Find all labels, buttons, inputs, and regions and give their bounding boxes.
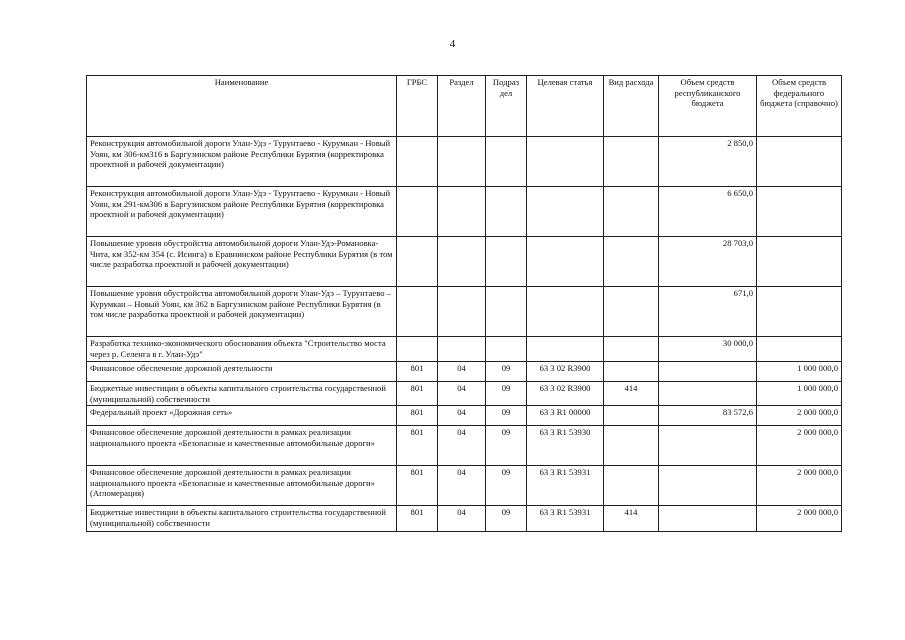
cell-target-article <box>527 237 604 287</box>
cell-grbs: 801 <box>397 466 438 506</box>
budget-table <box>86 75 842 532</box>
cell-section: 04 <box>438 426 486 466</box>
cell-expense-type <box>604 426 659 466</box>
table-row <box>87 287 842 337</box>
cell-name: Финансовое обеспечение дорожной деятельности <box>87 362 397 382</box>
cell-section <box>438 187 486 237</box>
cell-subsection: 09 <box>486 362 527 382</box>
cell-republic-amount <box>659 506 757 532</box>
column-header-section: Раздел <box>438 76 486 137</box>
cell-name: Федеральный проект «Дорожная сеть» <box>87 406 397 426</box>
cell-republic-amount <box>659 426 757 466</box>
cell-target-article: 63 3 02 R3900 <box>527 382 604 406</box>
cell-subsection: 09 <box>486 466 527 506</box>
cell-grbs <box>397 287 438 337</box>
cell-republic-amount: 28 703,0 <box>659 237 757 287</box>
table-row <box>87 362 842 382</box>
cell-grbs: 801 <box>397 382 438 406</box>
cell-section: 04 <box>438 466 486 506</box>
cell-name: Бюджетные инвестиции в объекты капитального строительства государственной (муниципальной) собственности <box>87 382 397 406</box>
cell-target-article <box>527 187 604 237</box>
cell-grbs: 801 <box>397 506 438 532</box>
column-header-federal-budget: Объем средств федерального бюджета (справочно) <box>757 76 842 137</box>
cell-subsection <box>486 187 527 237</box>
page-number: 4 <box>449 38 456 50</box>
cell-section <box>438 287 486 337</box>
table-row <box>87 187 842 237</box>
table-row <box>87 426 842 466</box>
cell-grbs <box>397 187 438 237</box>
cell-federal-amount: 2 000 000,0 <box>757 506 842 532</box>
cell-section <box>438 337 486 362</box>
cell-grbs <box>397 137 438 187</box>
cell-name: Повышение уровня обустройства автомобильной дороги Улан-Удэ-Романовка-Чита, км 352-км 354 (с. Исинга) в Еравнинском районе Республики Бурятия (в том числе разработка проектной и рабочей документации) <box>87 237 397 287</box>
cell-target-article: 63 3 R1 53931 <box>527 506 604 532</box>
cell-subsection <box>486 287 527 337</box>
column-header-expense-type: Вид расхода <box>604 76 659 137</box>
cell-federal-amount <box>757 187 842 237</box>
cell-expense-type <box>604 362 659 382</box>
cell-subsection: 09 <box>486 426 527 466</box>
cell-expense-type: 414 <box>604 506 659 532</box>
cell-subsection <box>486 237 527 287</box>
cell-republic-amount <box>659 466 757 506</box>
cell-republic-amount: 83 572,6 <box>659 406 757 426</box>
cell-target-article: 63 3 R1 53930 <box>527 426 604 466</box>
cell-grbs <box>397 237 438 287</box>
cell-expense-type <box>604 466 659 506</box>
column-header-grbs: ГРБС <box>397 76 438 137</box>
cell-target-article <box>527 287 604 337</box>
cell-name: Реконструкция автомобильной дороги Улан-Удэ - Турунтаево - Курумкан - Новый Уоян, км 306-км316 в Баргузинском районе Республики Бурятия (корректировка проектной и рабочей документации) <box>87 137 397 187</box>
cell-target-article: 63 3 R1 00000 <box>527 406 604 426</box>
table-row <box>87 337 842 362</box>
cell-name: Бюджетные инвестиции в объекты капитального строительства государственной (муниципальной) собственности <box>87 506 397 532</box>
cell-federal-amount <box>757 137 842 187</box>
cell-section <box>438 137 486 187</box>
cell-subsection: 09 <box>486 382 527 406</box>
cell-grbs <box>397 337 438 362</box>
cell-federal-amount: 1 000 000,0 <box>757 362 842 382</box>
header-row <box>87 76 842 137</box>
cell-name: Финансовое обеспечение дорожной деятельности в рамках реализации национального проекта «Безопасные и качественные автомобильные дороги» (Агломерация) <box>87 466 397 506</box>
cell-federal-amount <box>757 287 842 337</box>
cell-target-article: 63 3 02 R3900 <box>527 362 604 382</box>
cell-republic-amount <box>659 362 757 382</box>
cell-republic-amount: 6 650,0 <box>659 187 757 237</box>
cell-federal-amount: 2 000 000,0 <box>757 426 842 466</box>
cell-name: Разработка технико-экономического обоснования объекта "Строительство моста через р. Селенга в г. Улан-Удэ" <box>87 337 397 362</box>
cell-section: 04 <box>438 362 486 382</box>
cell-target-article: 63 3 R1 53931 <box>527 466 604 506</box>
cell-subsection: 09 <box>486 406 527 426</box>
cell-section <box>438 237 486 287</box>
cell-federal-amount: 2 000 000,0 <box>757 406 842 426</box>
cell-name: Реконструкция автомобильной дороги Улан-Удэ - Турунтаево - Курумкан - Новый Уоян, км 291-км306 в Баргузинском районе Республики Бурятия (корректировка проектной и рабочей документации) <box>87 187 397 237</box>
table-row <box>87 406 842 426</box>
cell-republic-amount <box>659 382 757 406</box>
cell-grbs: 801 <box>397 426 438 466</box>
cell-republic-amount: 2 850,0 <box>659 137 757 187</box>
cell-subsection <box>486 137 527 187</box>
cell-expense-type: 414 <box>604 382 659 406</box>
column-header-target-article: Целевая статья <box>527 76 604 137</box>
table-row <box>87 237 842 287</box>
cell-target-article <box>527 337 604 362</box>
cell-subsection: 09 <box>486 506 527 532</box>
table-row <box>87 506 842 532</box>
table-row <box>87 137 842 187</box>
table-row <box>87 466 842 506</box>
cell-section: 04 <box>438 382 486 406</box>
cell-expense-type <box>604 237 659 287</box>
cell-expense-type <box>604 406 659 426</box>
cell-republic-amount: 671,0 <box>659 287 757 337</box>
cell-federal-amount <box>757 337 842 362</box>
column-header-name: Наименование <box>87 76 397 137</box>
table-row <box>87 382 842 406</box>
cell-federal-amount: 2 000 000,0 <box>757 466 842 506</box>
cell-grbs: 801 <box>397 362 438 382</box>
cell-section: 04 <box>438 406 486 426</box>
cell-republic-amount: 30 000,0 <box>659 337 757 362</box>
column-header-republic-budget: Объем средств республиканского бюджета <box>659 76 757 137</box>
cell-subsection <box>486 337 527 362</box>
cell-expense-type <box>604 187 659 237</box>
cell-section: 04 <box>438 506 486 532</box>
cell-federal-amount: 1 000 000,0 <box>757 382 842 406</box>
cell-target-article <box>527 137 604 187</box>
cell-expense-type <box>604 337 659 362</box>
cell-name: Повышение уровня обустройства автомобильной дороги Улан-Удэ – Турунтаево – Курумкан – Новый Уоян, км 362 в Баргузинском районе Республики Бурятия (в том числе разработка проектной и рабочей документации) <box>87 287 397 337</box>
column-header-subsection: Подраз дел <box>486 76 527 137</box>
cell-expense-type <box>604 137 659 187</box>
cell-grbs: 801 <box>397 406 438 426</box>
cell-federal-amount <box>757 237 842 287</box>
cell-expense-type <box>604 287 659 337</box>
cell-name: Финансовое обеспечение дорожной деятельности в рамках реализации национального проекта «Безопасные и качественные автомобильные дороги» <box>87 426 397 466</box>
